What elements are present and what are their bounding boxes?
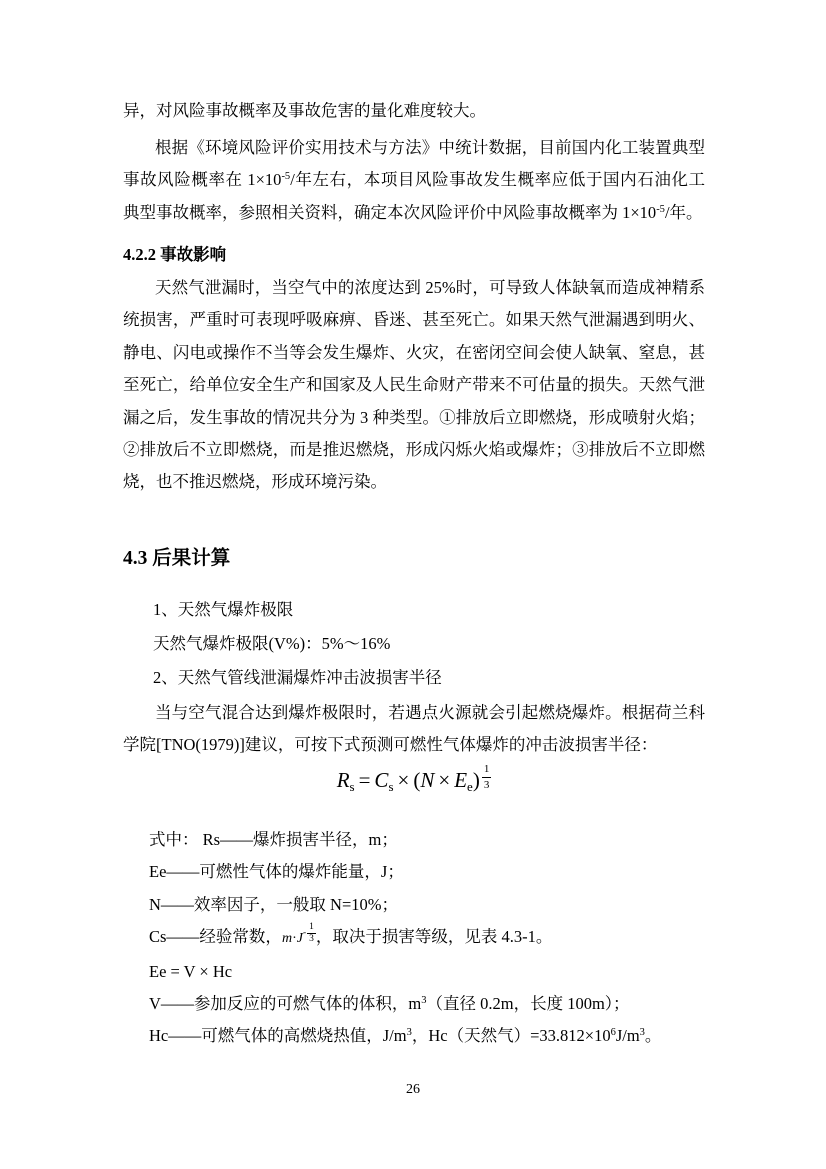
formula-var-R: R — [336, 768, 350, 792]
superscript-cubed: 3 — [639, 1027, 645, 1039]
open-paren: ( — [413, 768, 421, 792]
paragraph-impact-line: 漏之后，发生事故的情况共分为 3 种类型。①排放后立即燃烧，形成喷射火焰； — [123, 407, 705, 427]
heading-4-3: 4.3 后果计算 — [123, 548, 231, 569]
text-segment: 典型事故概率，参照相关资料，确定本次风险评价中风险事故概率为 1×10 — [123, 202, 657, 222]
equals-sign: = — [358, 768, 371, 792]
superscript-cubed: 3 — [406, 1027, 412, 1039]
paragraph-probability — [123, 132, 705, 229]
formula-sub-s: s — [388, 779, 394, 794]
superscript-exponent: -5 — [281, 171, 291, 183]
paragraph-intro — [123, 95, 705, 127]
formula-sub-s: s — [349, 779, 355, 794]
list-item: 2、天然气管线泄漏爆炸冲击波损害半径 — [153, 668, 442, 687]
symbol-definitions — [123, 824, 731, 1053]
text-segment: Cs——经验常数， — [149, 927, 282, 947]
superscript-six: 6 — [610, 1027, 616, 1039]
text-segment: ，取决于损害等级，见表 4.3-1。 — [315, 927, 553, 947]
paragraph-probability-line2 — [123, 164, 705, 196]
text-segment: V——参加反应的可燃气体的体积，m — [149, 994, 422, 1014]
superscript-exponent: -5 — [656, 203, 665, 215]
paragraph-impact-line: 烧，也不推迟燃烧，形成环境污染。 — [123, 472, 387, 492]
list-item: 1、天然气爆炸极限 — [153, 600, 294, 619]
definition-rs: 式中： Rs——爆炸损害半径，m； — [149, 830, 398, 849]
formula-sub-e: e — [467, 779, 473, 794]
text-segment: （直径 0.2m，长度 100m）； — [426, 994, 630, 1014]
paragraph-tno-line1: 当与空气混合达到爆炸极限时，若遇点火源就会引起燃烧爆炸。根据荷兰科 — [155, 703, 705, 722]
text-segment: /年左右，本项目风险事故发生概率应低于国内石油化工 — [290, 170, 705, 190]
formula-expression — [336, 763, 492, 794]
definition-n: N——效率因子，一般取 N=10%； — [149, 894, 399, 914]
paragraph-tno — [123, 697, 705, 762]
paragraph-impact — [123, 272, 705, 499]
list-item: 天然气爆炸极限(V%)：5%～16% — [153, 634, 391, 653]
paragraph-impact-line: 至死亡，给单位安全生产和国家及人民生命财产带来不可估量的损失。天然气泄 — [123, 375, 705, 395]
definition-cs — [149, 921, 731, 955]
definition-hc — [149, 1020, 731, 1052]
text-segment: Hc——可燃气体的高燃烧热值，J/m — [149, 1026, 407, 1046]
superscript-cubed: 3 — [421, 995, 427, 1007]
text-segment: ，Hc（天然气）=33.812×10 — [411, 1026, 611, 1046]
paragraph-impact-line: 静电、闪电或操作不当等会发生爆炸、火灾，在密闭空间会使人缺氧、窒息，甚 — [123, 342, 705, 362]
text-segment: 。 — [644, 1026, 662, 1046]
paragraph-impact-line: ②排放后不立即燃烧，而是推迟燃烧，形成闪烁火焰或爆炸；③排放后不立即燃 — [123, 440, 705, 460]
paragraph-intro-line: 异，对风险事故概率及事故危害的量化难度较大。 — [123, 101, 486, 120]
paragraph-tno-line2: 学院[TNO(1979)]建议，可按下式预测可燃性气体爆炸的冲击波损害半径： — [123, 735, 658, 755]
definition-v — [149, 988, 731, 1020]
exponent-one-third: $\frac{1}{3}$ — [483, 763, 490, 791]
cs-unit-expression: m·J - $\frac{1}{3}$ — [281, 922, 314, 947]
paragraph-impact-line: 天然气泄漏时，当空气中的浓度达到 25%时，可导致人体缺氧而造成神精系 — [155, 278, 705, 297]
definition-ee: Ee——可燃性气体的爆炸能量，J； — [149, 862, 404, 882]
paragraph-probability-line3 — [123, 197, 705, 229]
times-sign: × — [397, 768, 410, 792]
text-segment: 事故风险概率在 1×10 — [123, 170, 282, 190]
definition-ee-formula: Ee = V × Hc — [149, 961, 233, 981]
explosion-limit-list — [123, 593, 735, 695]
paragraph-impact-line: 统损害，严重时可表现呼吸麻痹、昏迷、甚至死亡。如果天然气泄漏遇到明火、 — [123, 310, 705, 330]
formula-var-E: E — [454, 768, 468, 792]
blast-radius-formula — [123, 763, 705, 793]
exponent-minus-one-third: - $\frac{1}{3}$ — [302, 922, 314, 945]
page-number: 26 — [406, 1082, 420, 1097]
paragraph-probability-line1: 根据《环境风险评价实用技术与方法》中统计数据，目前国内化工装置典型 — [155, 138, 705, 157]
times-sign: × — [438, 768, 451, 792]
heading-4-2-2: 4.2.2 事故影响 — [123, 245, 227, 264]
text-segment: /年。 — [664, 202, 703, 222]
formula-var-N: N — [420, 768, 435, 792]
close-paren: ) — [472, 768, 480, 792]
text-segment: J/m — [615, 1026, 640, 1046]
formula-var-C: C — [374, 768, 389, 792]
